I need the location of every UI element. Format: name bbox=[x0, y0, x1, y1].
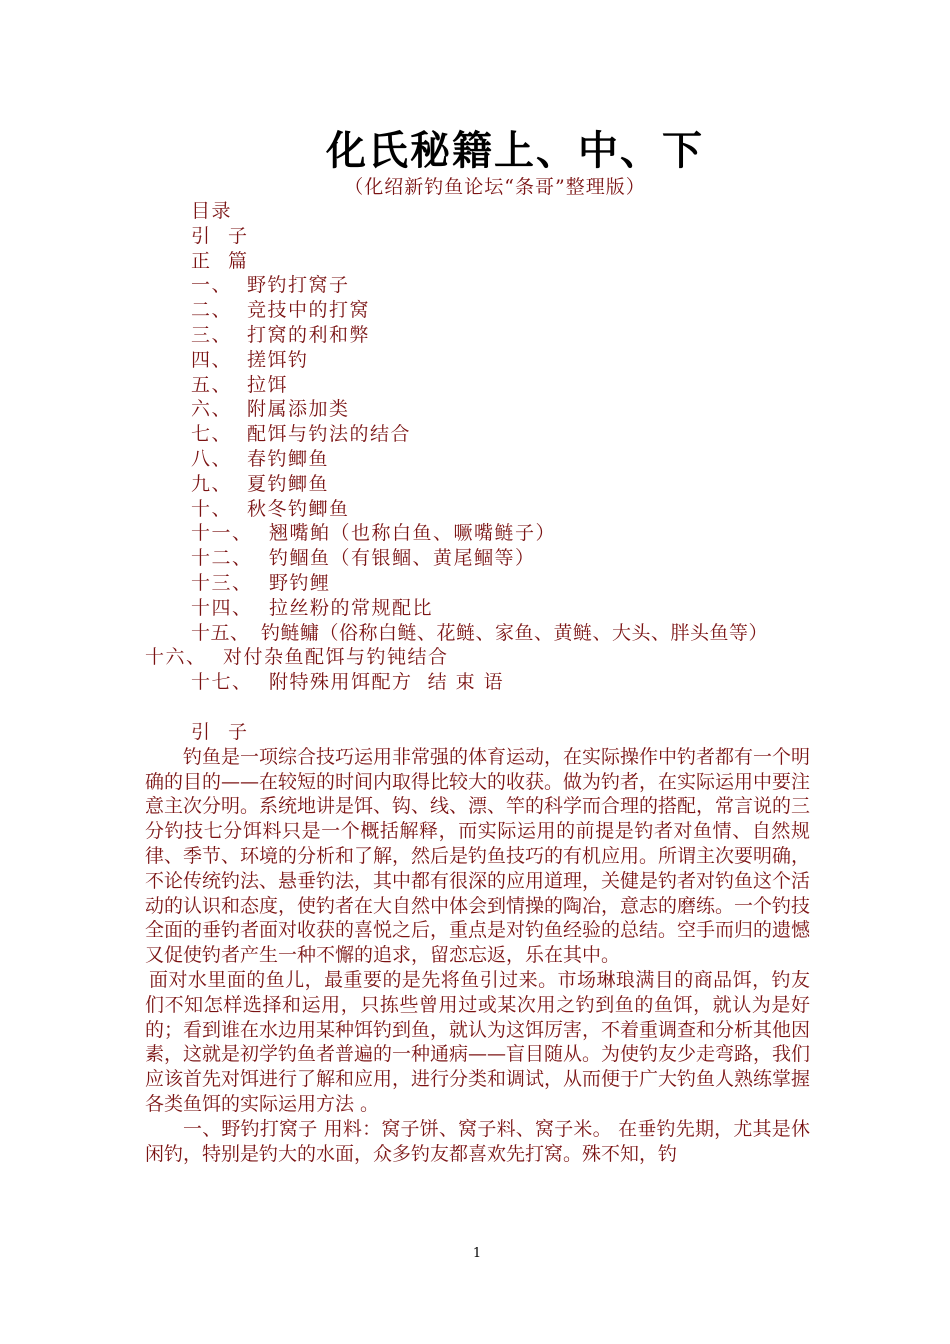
toc-item-text: 拉饵 bbox=[247, 373, 289, 396]
toc-item-number: 一、 bbox=[191, 274, 233, 297]
section-heading: 引 子 bbox=[191, 721, 254, 743]
toc-item-text: 野钓鲤 bbox=[269, 571, 331, 594]
toc-item bbox=[145, 571, 825, 596]
table-of-contents bbox=[145, 199, 825, 695]
toc-item bbox=[145, 422, 825, 447]
toc-item-text: 附特殊用饵配方 结 束 语 bbox=[269, 671, 505, 694]
toc-item-text: 夏钓鲫鱼 bbox=[247, 472, 330, 495]
toc-item-text: 搓饵钓 bbox=[247, 348, 309, 371]
toc-item-text: 钓鲢鳙（俗称白鲢、花鲢、家鱼、黄鲢、大头、胖头鱼等） bbox=[261, 621, 769, 644]
toc-item bbox=[145, 546, 825, 571]
toc-intro: 引 子 bbox=[191, 224, 254, 247]
document-subtitle: （化绍新钓鱼论坛“条哥”整理版） bbox=[344, 176, 646, 198]
toc-item-number: 三、 bbox=[191, 323, 233, 346]
toc-item-number: 十六、 bbox=[145, 646, 207, 669]
toc-item bbox=[145, 472, 825, 497]
toc-item bbox=[145, 670, 825, 695]
toc-item-text: 春钓鲫鱼 bbox=[247, 447, 330, 470]
toc-item-number: 十一、 bbox=[191, 522, 253, 545]
toc-item-number: 七、 bbox=[191, 423, 233, 446]
toc-item-number: 九、 bbox=[191, 472, 233, 495]
page-number: 1 bbox=[472, 1246, 482, 1261]
toc-item-text: 打窝的利和弊 bbox=[247, 323, 371, 346]
body-paragraph: 一、野钓打窝子 用料：窝子饼、窝子料、窝子米。 在垂钓先期，尤其是休闲钓，特别是钓大的水面，众多钓友都喜欢先打窝。殊不知，钓 bbox=[145, 1117, 810, 1165]
toc-item bbox=[145, 447, 825, 472]
toc-item-text: 翘嘴鲌（也称白鱼、噘嘴鲢子） bbox=[269, 522, 557, 545]
toc-item-number: 八、 bbox=[191, 447, 233, 470]
toc-item-text: 钓鲴鱼（有银鲴、黄尾鲴等） bbox=[269, 547, 536, 570]
toc-item bbox=[145, 621, 825, 646]
toc-item bbox=[145, 273, 825, 298]
toc-item-text: 拉丝粉的常规配比 bbox=[269, 596, 434, 619]
toc-item bbox=[145, 348, 825, 373]
toc-item-text: 野钓打窝子 bbox=[247, 274, 350, 297]
toc-item-number: 十五、 bbox=[191, 621, 250, 644]
toc-item bbox=[145, 497, 825, 522]
toc-item bbox=[145, 373, 825, 398]
toc-item bbox=[145, 397, 825, 422]
document-title: 化氏秘籍上、中、下 bbox=[326, 128, 704, 174]
toc-item-number: 十四、 bbox=[191, 596, 253, 619]
toc-item-text: 附属添加类 bbox=[247, 398, 350, 421]
toc-item bbox=[145, 645, 825, 670]
toc-item-text: 秋冬钓鲫鱼 bbox=[247, 497, 350, 520]
toc-item bbox=[145, 521, 825, 546]
body-paragraph: 钓鱼是一项综合技巧运用非常强的体育运动，在实际操作中钓者都有一个明确的目的——在较短的时间内取得比较大的收获。做为钓者，在实际运用中要注意主次分明。系统地讲是饵、钩、线、漂、竿的科学而合理的搭配，常言说的三分钓技七分饵料只是一个概括解释，而实际运用的前提是钓者对鱼情、自然规律、季节、环境的分析和了解，然后是钓鱼技巧的有机应用。所谓主次要明确，不论传统钓法、悬垂钓法，其中都有很深的应用道理，关健是钓者对钓鱼这个活动的认识和态度，使钓者在大自然中体会到情操的陶冶，意志的磨练。一个钓技全面的垂钓者面对收获的喜悦之后，重点是对钓鱼经验的总结。空手而归的遗憾又促使钓者产生一种不懈的追求，留恋忘返，乐在其中。 bbox=[145, 745, 811, 967]
toc-item bbox=[145, 323, 825, 348]
toc-heading: 目录 bbox=[191, 200, 233, 222]
toc-main: 正 篇 bbox=[191, 249, 254, 272]
toc-item-number: 四、 bbox=[191, 348, 233, 371]
toc-item-number: 十、 bbox=[191, 497, 233, 520]
toc-item-number: 五、 bbox=[191, 373, 233, 396]
toc-item-text: 对付杂鱼配饵与钓钝结合 bbox=[223, 646, 449, 669]
toc-item-text: 配饵与钓法的结合 bbox=[247, 423, 412, 446]
toc-item bbox=[145, 298, 825, 323]
toc-item-number: 二、 bbox=[191, 299, 233, 322]
toc-item-number: 十三、 bbox=[191, 571, 253, 594]
toc-item bbox=[145, 596, 825, 621]
introduction-section bbox=[145, 720, 810, 1166]
toc-item-number: 六、 bbox=[191, 398, 233, 421]
body-paragraph: 面对水里面的鱼儿，最重要的是先将鱼引过来。市场琳琅满目的商品饵，钓友们不知怎样选择和运用，只拣些曾用过或某次用之钓到鱼的鱼饵，就认为是好的；看到谁在水边用某种饵钓到鱼，就认为这饵厉害，不着重调查和分析其他因素，这就是初学钓鱼者普遍的一种通病——盲目随从。为使钓友少走弯路，我们应该首先对饵进行了解和应用，进行分类和调试，从而便于广大钓鱼人熟练掌握各类鱼饵的实际运用方法 。 bbox=[145, 968, 811, 1115]
toc-item-number: 十二、 bbox=[191, 547, 253, 570]
toc-item-text: 竞技中的打窝 bbox=[247, 299, 371, 322]
toc-item-number: 十七、 bbox=[191, 671, 253, 694]
